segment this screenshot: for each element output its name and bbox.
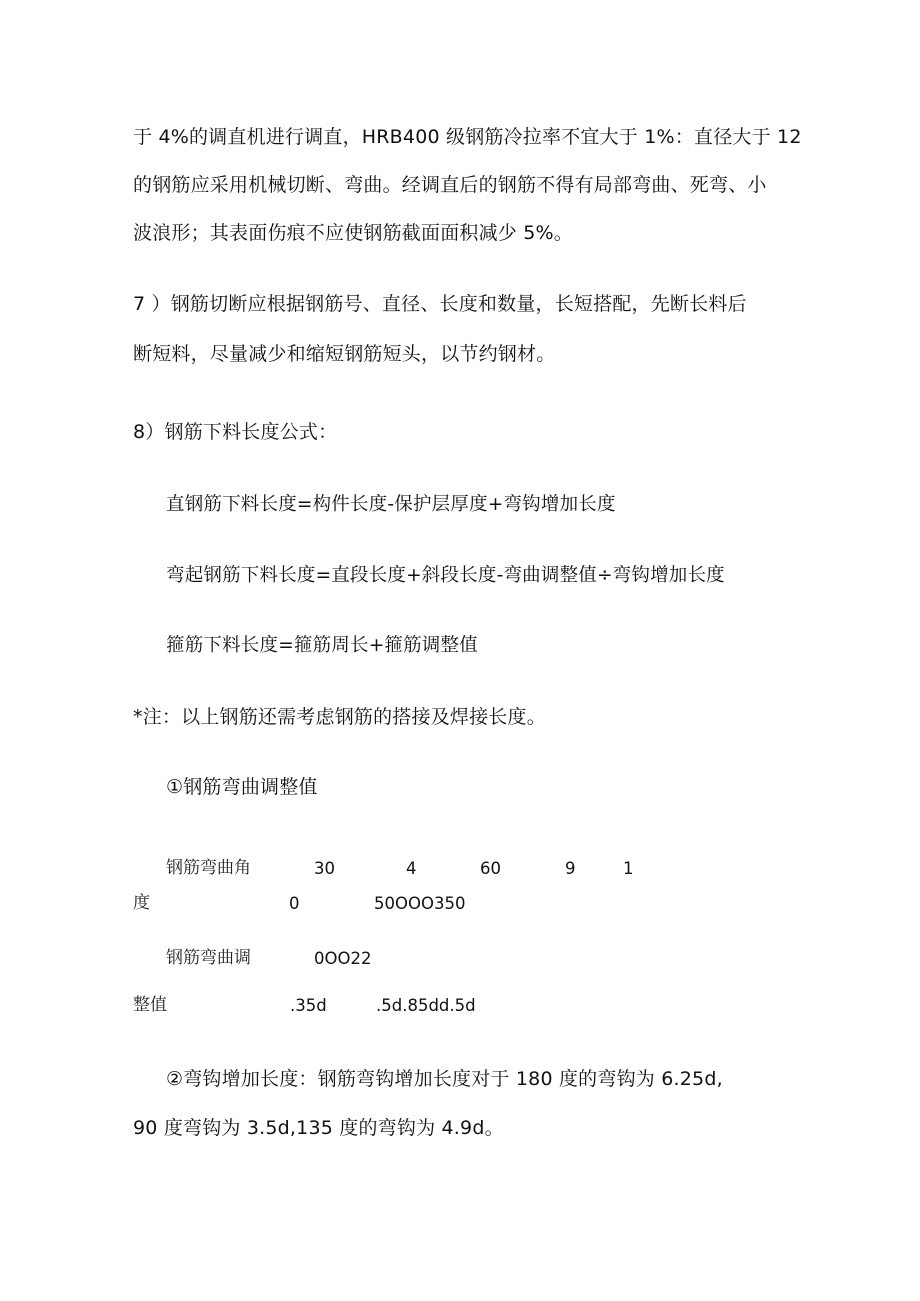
paragraph-7-line-1: 7 ）钢筋切断应根据钢筋号、直径、长度和数量，长短搭配，先断长料后	[133, 293, 747, 315]
table-row1-cell: 0	[289, 894, 300, 913]
paragraph-6-line-2: 的钢筋应采用机械切断、弯曲。经调直后的钢筋不得有局部弯曲、死弯、小	[133, 174, 767, 196]
table-row2-cell: 0OO22	[314, 949, 372, 968]
paragraph-6-line-3: 波浪形；其表面伤痕不应使钢筋截面面积减少 5%。	[133, 222, 573, 244]
table-row1-label-a: 钢筋弯曲角	[166, 858, 251, 878]
sub-heading-hook-length: ②弯钩增加长度：钢筋弯钩增加长度对于 180 度的弯钩为 6.25d,	[166, 1068, 723, 1090]
table-row2-cell: .35d	[290, 996, 327, 1015]
formula-stirrup: 箍筋下料长度=箍筋周长+箍筋调整值	[166, 635, 478, 656]
table-row1-cell: 60	[480, 859, 501, 878]
paragraph-6-line-1: 于 4%的调直机进行调直，HRB400 级钢筋冷拉率不宜大于 1%：直径大于 12	[133, 126, 802, 148]
table-row1-cell: 30	[314, 859, 335, 878]
table-row1-cell: 4	[406, 859, 417, 878]
note-text: *注：以上钢筋还需考虑钢筋的搭接及焊接长度。	[133, 706, 546, 728]
paragraph-7-line-2: 断短料，尽量减少和缩短钢筋短头，以节约钢材。	[133, 343, 556, 365]
table-row1-cell: 9	[565, 859, 576, 878]
formula-bent-bar: 弯起钢筋下料长度=直段长度+斜段长度-弯曲调整值÷弯钩增加长度	[166, 565, 725, 586]
table-row2-cell: .5d.85dd.5d	[376, 996, 476, 1015]
sub-heading-bend-adjustment: ①钢筋弯曲调整值	[166, 776, 318, 798]
table-row2-label-b: 整值	[133, 995, 167, 1015]
formula-straight-bar: 直钢筋下料长度=构件长度-保护层厚度+弯钩增加长度	[166, 494, 616, 515]
table-row1-cell: 1	[623, 859, 634, 878]
table-row1-cell: 50OOO350	[374, 894, 466, 913]
table-row2-label-a: 钢筋弯曲调	[166, 948, 251, 968]
table-row1-label-b: 度	[133, 893, 150, 913]
hook-length-line-2: 90 度弯钩为 3.5d,135 度的弯钩为 4.9d。	[133, 1117, 504, 1139]
paragraph-8-heading: 8）钢筋下料长度公式：	[133, 421, 338, 443]
